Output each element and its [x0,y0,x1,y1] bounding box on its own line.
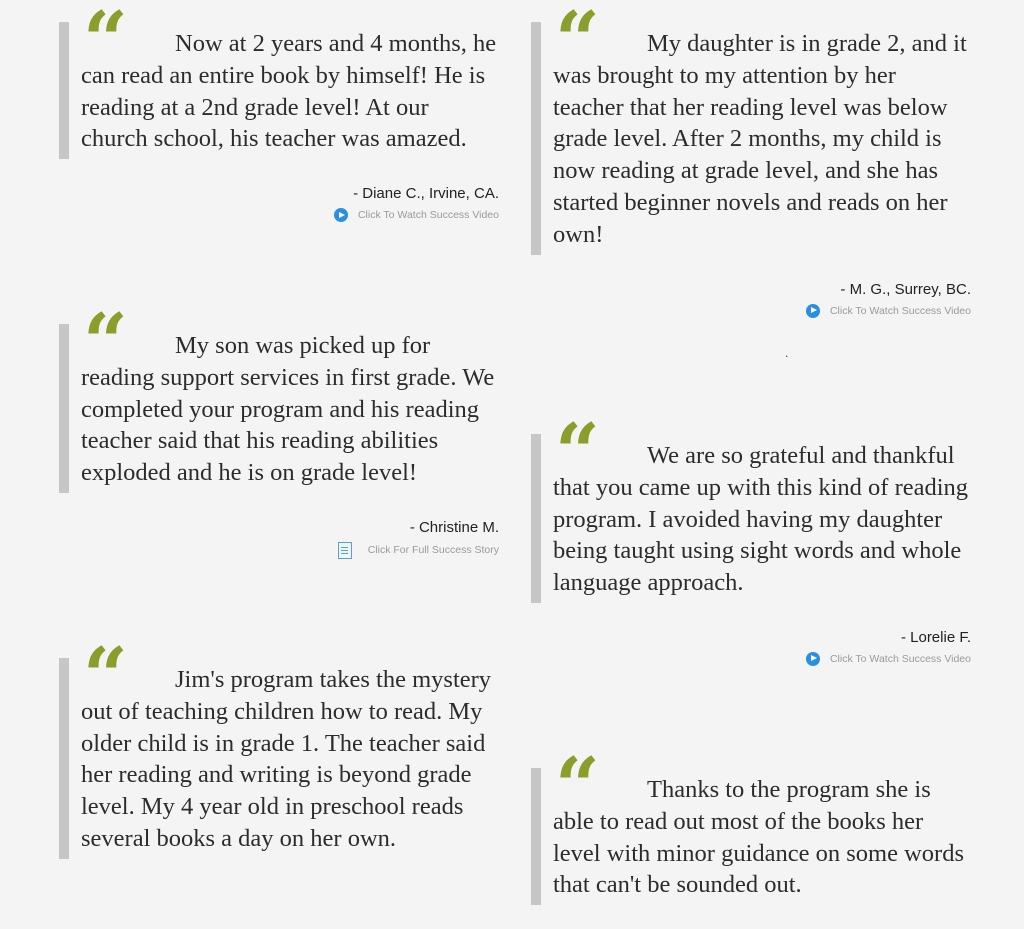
testimonial-card [59,631,499,859]
quote-block [59,631,499,859]
play-icon [806,652,820,666]
testimonial-card [531,407,971,666]
quote-mark-icon: “ [83,0,128,86]
testimonial-author: - Diane C., Irvine, CA. [353,185,499,203]
quote-block [59,297,499,493]
success-story-link[interactable] [59,542,499,559]
testimonial-author: - Christine M. [409,518,499,536]
testimonial-card [59,297,499,559]
success-video-link[interactable] [531,304,971,318]
testimonial-text: Thanks to the program she is able to read out most of the books her level with minor guidance on some words that can't be sounded out. [553,776,964,899]
document-icon [338,542,352,559]
testimonial-author: - M. G., Surrey, BC. [840,280,971,298]
testimonial-card [59,0,499,222]
play-icon [806,304,820,318]
testimonial-card [531,741,971,905]
quote-mark-icon: “ [83,297,128,388]
testimonial-card [531,0,971,318]
testimonial-text: My son was picked up for reading support services in first grade. We completed your program and his reading teacher said that his reading abilities exploded and he is on grade level! [81,332,495,487]
success-video-link-label: Click To Watch Success Video [357,209,499,222]
quote-mark-icon: “ [83,631,128,722]
stray-dot: . [785,346,789,360]
testimonial-text: Jim's program takes the mystery out of teaching children how to read. My older child is in grade 1. The teacher said her reading and writing is beyond grade level. My 4 year old in preschool reads several books a day on her own. [81,666,492,852]
quote-block [531,0,971,255]
testimonial-text: Now at 2 years and 4 months, he can read an entire book by himself! He is reading at a 2nd grade level! At our church school, his teacher was amazed. [81,30,497,153]
success-story-link-label: Click For Full Success Story [367,544,499,557]
quote-mark-icon: “ [555,0,600,86]
quote-mark-icon: “ [555,741,600,832]
play-icon [334,208,348,222]
quote-block [59,0,499,159]
success-video-link-label: Click To Watch Success Video [829,652,971,665]
testimonial-text: We are so grateful and thankful that you came up with this kind of reading program. I avoided having my daughter being taught using sight words and whole language approach. [553,442,969,597]
testimonial-author: - Lorelie F. [900,628,971,646]
success-video-link[interactable] [59,208,499,222]
testimonial-text: My daughter is in grade 2, and it was brought to my attention by her teacher that her reading level was below grade level. After 2 months, my child is now reading at grade level, and she has started beginner novels and reads on her own! [553,30,967,248]
success-video-link[interactable] [531,652,971,666]
quote-block [531,741,971,905]
quote-block [531,407,971,603]
quote-mark-icon: “ [555,407,600,498]
success-video-link-label: Click To Watch Success Video [829,304,971,317]
